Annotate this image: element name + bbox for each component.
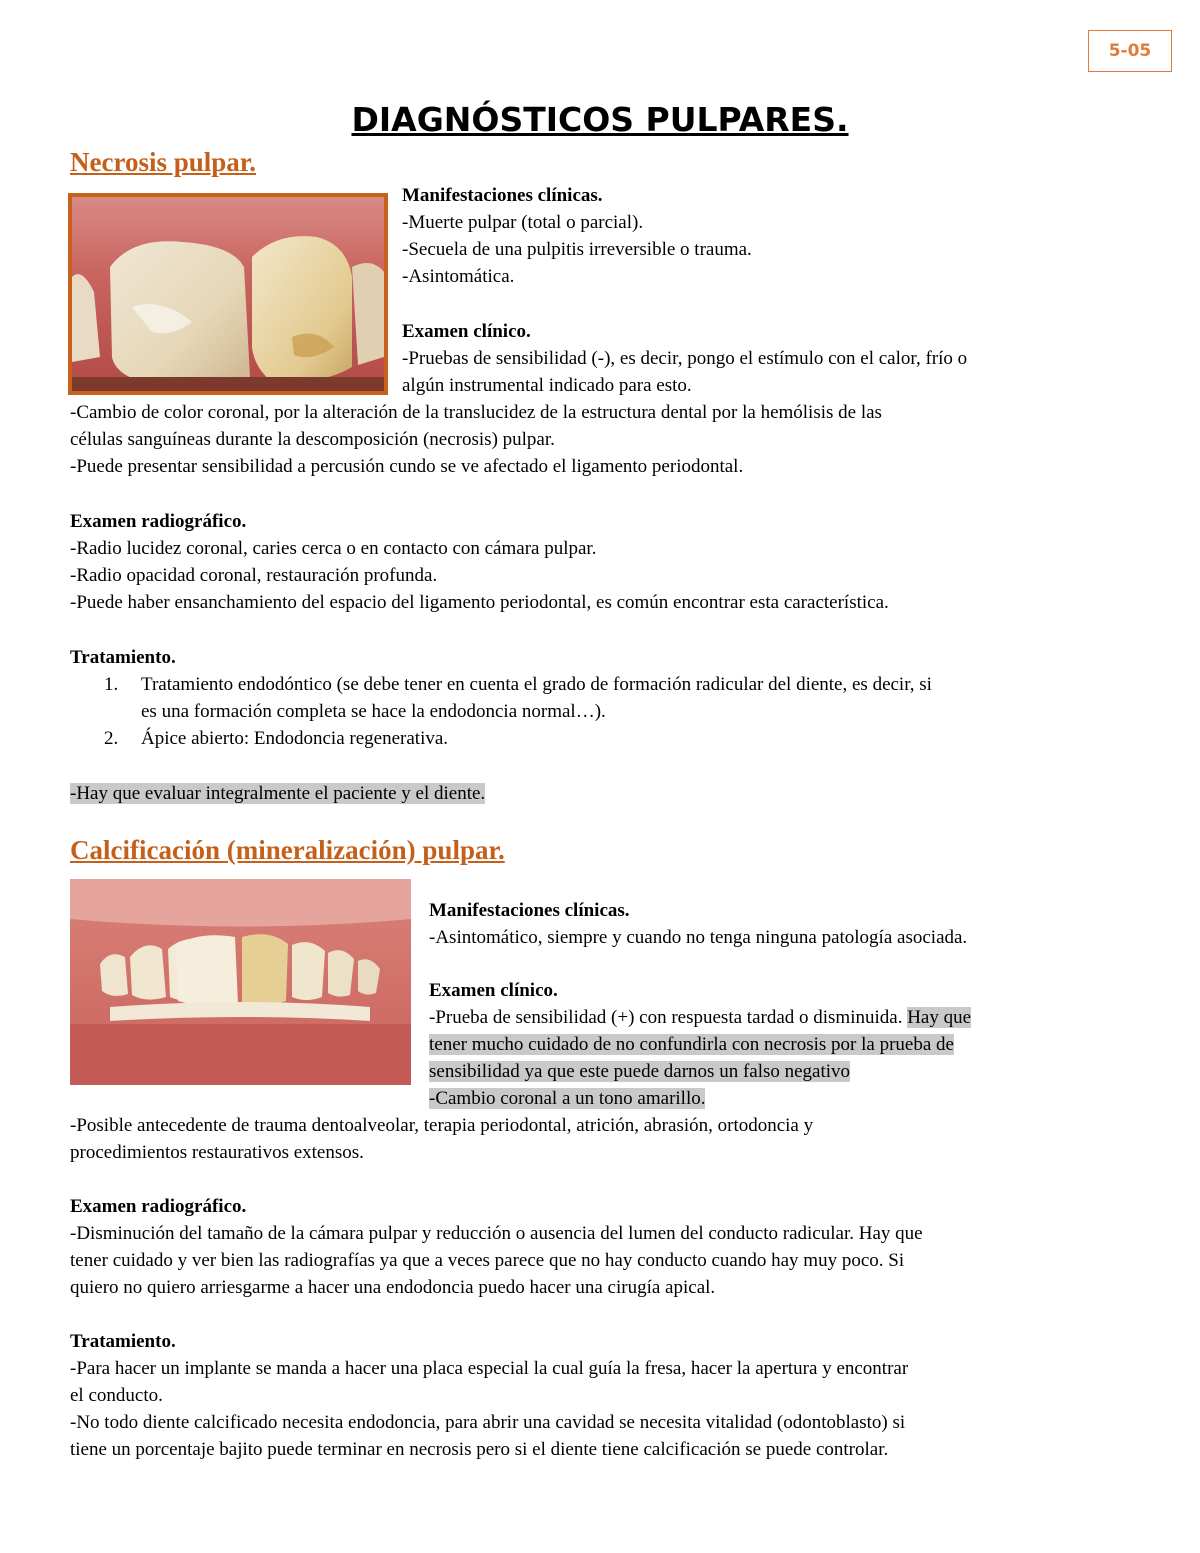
s2-manif-item: -Asintomático, siempre y cuando no tenga ninguna patología asociada.: [429, 927, 968, 948]
s1-radio-title: Examen radiográfico.: [70, 511, 247, 532]
s1-exam-line: algún instrumental indicado para esto.: [402, 375, 692, 396]
s1-trat-item: es una formación completa se hace la endodoncia normal…).: [141, 701, 606, 722]
s2-exam-highlight: -Cambio coronal a un tono amarillo.: [429, 1088, 706, 1109]
s2-exam-line: [429, 1085, 705, 1112]
s2-exam-title: Examen clínico.: [429, 980, 558, 1001]
s1-trat-number: 1.: [104, 674, 119, 695]
s2-radio-line: -Disminución del tamaño de la cámara pulpar y reducción o ausencia del lumen del conducto radicular. Hay que: [70, 1223, 923, 1244]
s1-exam-title: Examen clínico.: [402, 321, 531, 342]
s2-trat-line: -No todo diente calcificado necesita endodoncia, para abrir una cavidad se necesita vitalidad (odontoblasto) si: [70, 1412, 906, 1433]
s1-radio-item: -Puede haber ensanchamiento del espacio del ligamento periodontal, es común encontrar esta característica.: [70, 592, 889, 613]
s1-trat-number: 2.: [104, 728, 119, 749]
s1-note: [70, 780, 485, 807]
page-code-badge: 5-05: [1088, 30, 1172, 72]
s1-trat-item: Ápice abierto: Endodoncia regenerativa.: [141, 728, 449, 749]
s2-trat-title: Tratamiento.: [70, 1331, 176, 1352]
s1-radio-item: -Radio opacidad coronal, restauración profunda.: [70, 565, 438, 586]
page-title: DIAGNÓSTICOS PULPARES.: [351, 100, 849, 139]
s1-radio-item: -Radio lucidez coronal, caries cerca o en contacto con cámara pulpar.: [70, 538, 597, 559]
s2-exam-line: procedimientos restaurativos extensos.: [70, 1142, 364, 1163]
s1-trat-item: Tratamiento endodóntico (se debe tener en cuenta el grado de formación radicular del diente, es decir, si: [141, 674, 932, 695]
s2-exam-line: [429, 1004, 971, 1031]
s2-exam-highlight: Hay que: [907, 1007, 972, 1028]
s2-exam-highlight: sensibilidad ya que este puede darnos un falso negativo: [429, 1061, 851, 1082]
s1-manif-item: -Muerte pulpar (total o parcial).: [402, 212, 644, 233]
s1-manif-item: -Secuela de una pulpitis irreversible o trauma.: [402, 239, 752, 260]
s1-exam-line: células sanguíneas durante la descomposición (necrosis) pulpar.: [70, 429, 555, 450]
necrosis-teeth-image: [72, 197, 384, 391]
s1-exam-line: -Puede presentar sensibilidad a percusión cundo se ve afectado el ligamento periodontal.: [70, 456, 744, 477]
s2-exam-highlight: tener mucho cuidado de no confundirla con necrosis por la prueba de: [429, 1034, 954, 1055]
s2-exam-line: [429, 1058, 850, 1085]
s2-radio-line: tener cuidado y ver bien las radiografías ya que a veces parece que no hay conducto cuando hay muy poco. Si: [70, 1250, 905, 1271]
s2-manif-title: Manifestaciones clínicas.: [429, 900, 630, 921]
s1-note-highlight: -Hay que evaluar integralmente el paciente y el diente.: [70, 783, 486, 804]
calcification-teeth-image: [70, 879, 411, 1085]
s2-trat-line: el conducto.: [70, 1385, 163, 1406]
s2-exam-plain-text: -Prueba de sensibilidad (+) con respuesta tardad o disminuida.: [429, 1007, 903, 1028]
s2-trat-line: tiene un porcentaje bajito puede terminar en necrosis pero si el diente tiene calcificación se puede controlar.: [70, 1439, 889, 1460]
s1-trat-title: Tratamiento.: [70, 647, 176, 668]
necrosis-tooth-photo: [68, 193, 388, 395]
section-heading-necrosis: Necrosis pulpar.: [70, 147, 257, 177]
calcification-teeth-photo: [70, 879, 411, 1085]
s1-exam-line: -Cambio de color coronal, por la alteración de la translucidez de la estructura dental por la hemólisis de las: [70, 402, 882, 423]
s2-exam-line: [429, 1031, 954, 1058]
s1-manif-title: Manifestaciones clínicas.: [402, 185, 603, 206]
s2-radio-line: quiero no quiero arriesgarme a hacer una endodoncia puedo hacer una cirugía apical.: [70, 1277, 716, 1298]
s2-radio-title: Examen radiográfico.: [70, 1196, 247, 1217]
s2-trat-line: -Para hacer un implante se manda a hacer una placa especial la cual guía la fresa, hacer la apertura y encontrar: [70, 1358, 909, 1379]
s1-exam-line: -Pruebas de sensibilidad (-), es decir, pongo el estímulo con el calor, frío o: [402, 348, 968, 369]
s2-exam-line: -Posible antecedente de trauma dentoalveolar, terapia periodontal, atrición, abrasión, ortodoncia y: [70, 1115, 814, 1136]
section-heading-calcificacion: Calcificación (mineralización) pulpar.: [70, 835, 505, 865]
s1-manif-item: -Asintomática.: [402, 266, 515, 287]
